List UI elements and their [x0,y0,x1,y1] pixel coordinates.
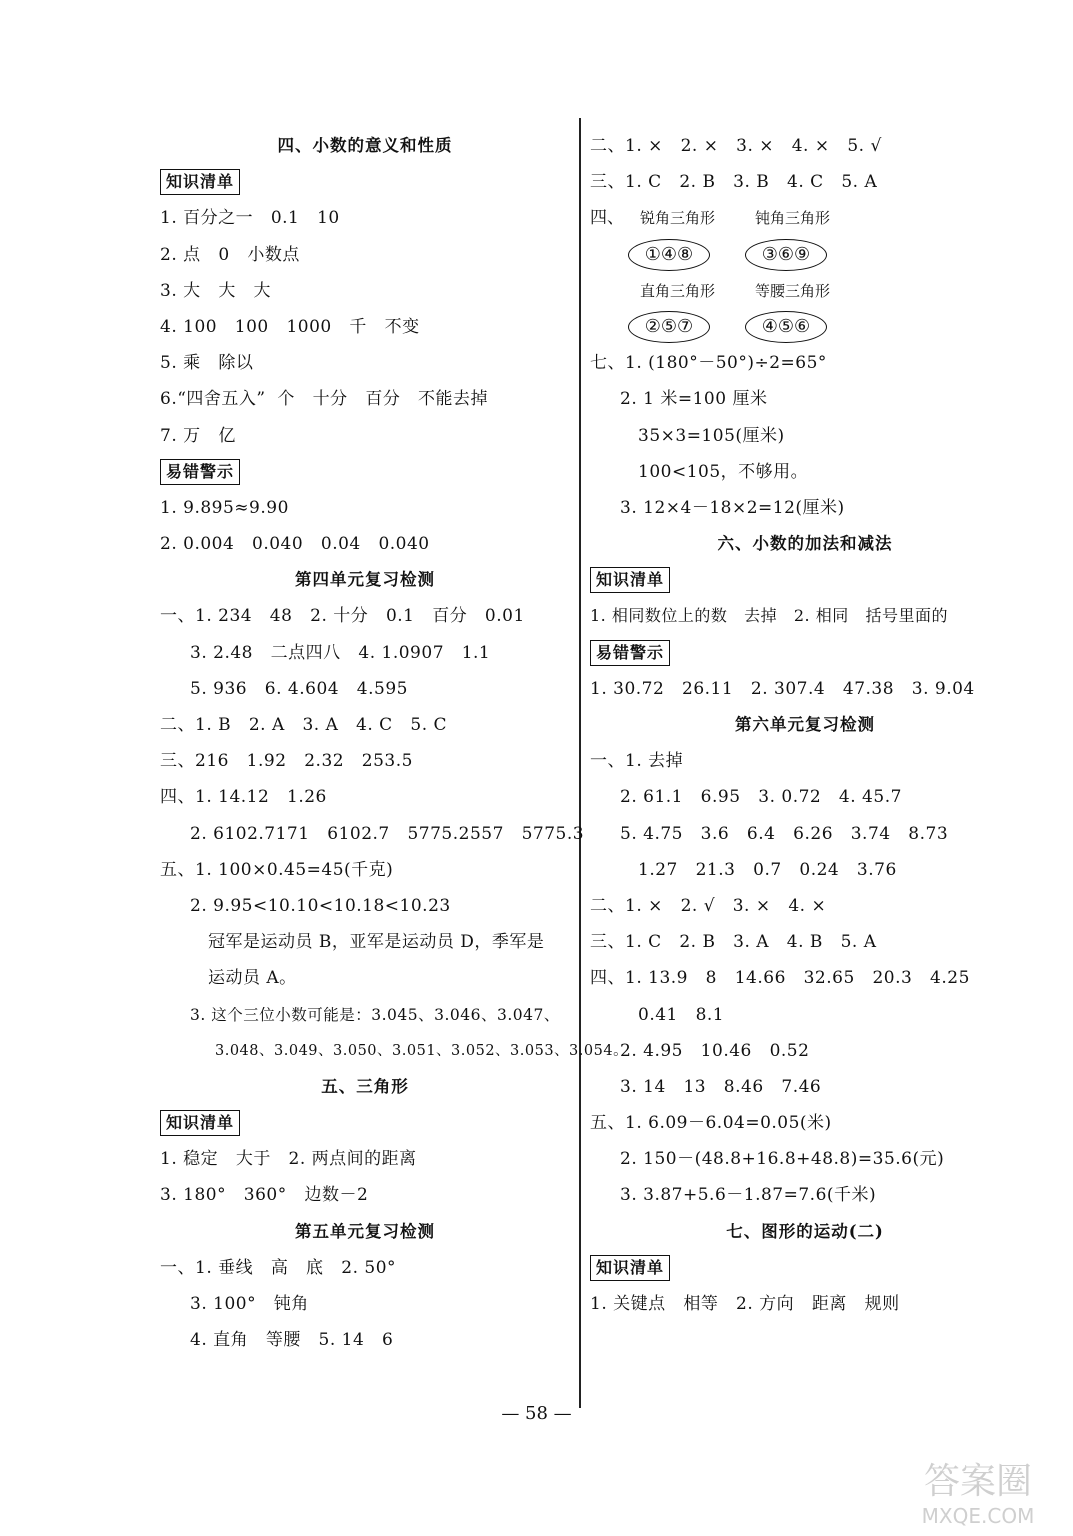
answer-line: 5. 4.75 3.6 6.4 6.26 3.74 8.73 [620,823,949,844]
answer-line: 二、1. × 2. × 3. × 4. × 5. √ [590,136,882,156]
answer-line: 三、216 1.92 2.32 253.5 [160,751,413,772]
answer-line: 七、1. (180°－50°)÷2=65° [590,353,827,374]
answer-line: 一、1. 234 48 2. 十分 0.1 百分 0.01 [160,606,525,627]
triangle-type-label: 直角三角形 [639,281,715,300]
answer-line: 运动员 A。 [208,968,297,989]
answer-line: 2. 150－(48.8+16.8+48.8)=35.6(元) [620,1149,945,1170]
answer-line: 2. 9.95<10.10<10.18<10.23 [190,895,451,916]
answer-line: 1. 30.72 26.11 2. 307.4 47.38 3. 9.04 [590,678,975,699]
answer-line: 1.27 21.3 0.7 0.24 3.76 [638,859,897,880]
answer-prefix: 四、 [590,208,624,229]
answer-line: 100<105，不够用。 [638,461,809,482]
answer-line: 7. 万 亿 [160,425,236,446]
answer-line: 3. 14 13 8.46 7.46 [620,1076,822,1097]
oval-set: ①④⑧ [628,239,710,271]
oval-set: ④⑤⑥ [745,311,827,343]
knowledge-list-label: 知识清单 [160,1110,240,1136]
answer-line: 2. 1 米=100 厘米 [620,389,768,410]
oval-set: ③⑥⑨ [745,239,827,271]
answer-line: 2. 4.95 10.46 0.52 [620,1040,810,1061]
answer-line: 3. 3.87+5.6－1.87=7.6(千米) [620,1185,877,1206]
section-title: 五、三角形 [321,1076,409,1096]
answer-line: 五、1. 6.09－6.04=0.05(米) [590,1113,832,1134]
triangle-labels-row [590,273,1020,309]
answer-line: 二、1. × 2. √ 3. × 4. × [590,895,827,916]
knowledge-list-label: 知识清单 [590,567,670,593]
answer-line: 3. 大 大 大 [160,280,272,301]
answer-line: 6.“四舍五入” 个 十分 百分 不能去掉 [160,389,489,410]
answer-line: 2. 0.004 0.040 0.04 0.040 [160,534,430,555]
answer-line: 五、1. 100×0.45=45(千克) [160,859,394,880]
right-column [590,128,1020,1322]
answer-line: 5. 乘 除以 [160,353,254,374]
triangle-oval-row [590,309,1020,345]
svg-text:答案圈: 答案圈 [923,1461,1033,1502]
triangle-type-label: 等腰三角形 [754,281,830,300]
answer-line: 2. 61.1 6.95 3. 0.72 4. 45.7 [620,787,902,808]
answer-line: 四、1. 14.12 1.26 [160,787,327,808]
unit-review-title: 第四单元复习检测 [295,570,435,590]
error-warning-label: 易错警示 [160,459,240,485]
section-title: 七、图形的运动(二) [726,1221,884,1241]
answer-line: 三、1. C 2. B 3. A 4. B 5. A [590,932,877,953]
answer-line: 5. 936 6. 4.604 4.595 [190,678,408,699]
answer-line: 1. 9.895≈9.90 [160,497,289,518]
answer-line: 2. 点 0 小数点 [160,244,300,265]
answer-line: 一、1. 去掉 [590,751,684,772]
answer-line: 4. 100 100 1000 千 不变 [160,316,420,337]
triangle-labels-row [590,200,1020,236]
answer-line: 3.048、3.049、3.050、3.051、3.052、3.053、3.054。 [215,1042,629,1059]
answer-line: 1. 相同数位上的数 去掉 2. 相同 括号里面的 [590,606,948,626]
section-title: 四、小数的意义和性质 [277,136,453,155]
knowledge-list-label: 知识清单 [160,169,240,195]
knowledge-list-label: 知识清单 [590,1255,670,1281]
column-divider [579,118,581,1408]
triangle-type-label: 锐角三角形 [639,209,715,228]
answer-line: 1. 稳定 大于 2. 两点间的距离 [160,1149,417,1170]
triangle-oval-row [590,237,1020,273]
answer-line: 0.41 8.1 [638,1004,725,1025]
answer-line: 1. 关键点 相等 2. 方向 距离 规则 [590,1294,900,1314]
unit-review-title: 第六单元复习检测 [735,715,875,734]
watermark-logo [893,1451,1063,1531]
answer-line: 一、1. 垂线 高 底 2. 50° [160,1257,397,1278]
answer-line: 二、1. B 2. A 3. A 4. C 5. C [160,715,448,735]
error-warning-label: 易错警示 [590,640,670,666]
answer-line: 四、1. 13.9 8 14.66 32.65 20.3 4.25 [590,968,970,989]
triangle-type-label: 钝角三角形 [754,209,830,228]
answer-line: 4. 直角 等腰 5. 14 6 [190,1330,394,1351]
answer-line: 35×3=105(厘米) [638,425,785,446]
section-title: 六、小数的加法和减法 [717,534,893,554]
answer-line: 2. 6102.7171 6102.7 5775.2557 5775.3 [190,823,585,844]
answer-line: 1. 百分之一 0.1 10 [160,208,340,229]
answer-line: 3. 180° 360° 边数－2 [160,1185,369,1206]
svg-text:MXQE.COM: MXQE.COM [921,1504,1035,1528]
answer-line: 3. 12×4－18×2=12(厘米) [620,497,845,518]
answer-line: 冠军是运动员 B，亚军是运动员 D，季军是 [208,932,545,953]
page-number: — 58 — [501,1403,572,1424]
answer-line: 三、1. C 2. B 3. B 4. C 5. A [590,172,878,193]
answer-line: 3. 这个三位小数可能是：3.045、3.046、3.047、 [190,1005,560,1024]
answer-line: 3. 100° 钝角 [190,1294,309,1314]
answer-line: 3. 2.48 二点四八 4. 1.0907 1.1 [190,642,491,663]
unit-review-title: 第五单元复习检测 [295,1221,435,1241]
left-column [160,128,629,1358]
oval-set: ②⑤⑦ [628,311,710,343]
